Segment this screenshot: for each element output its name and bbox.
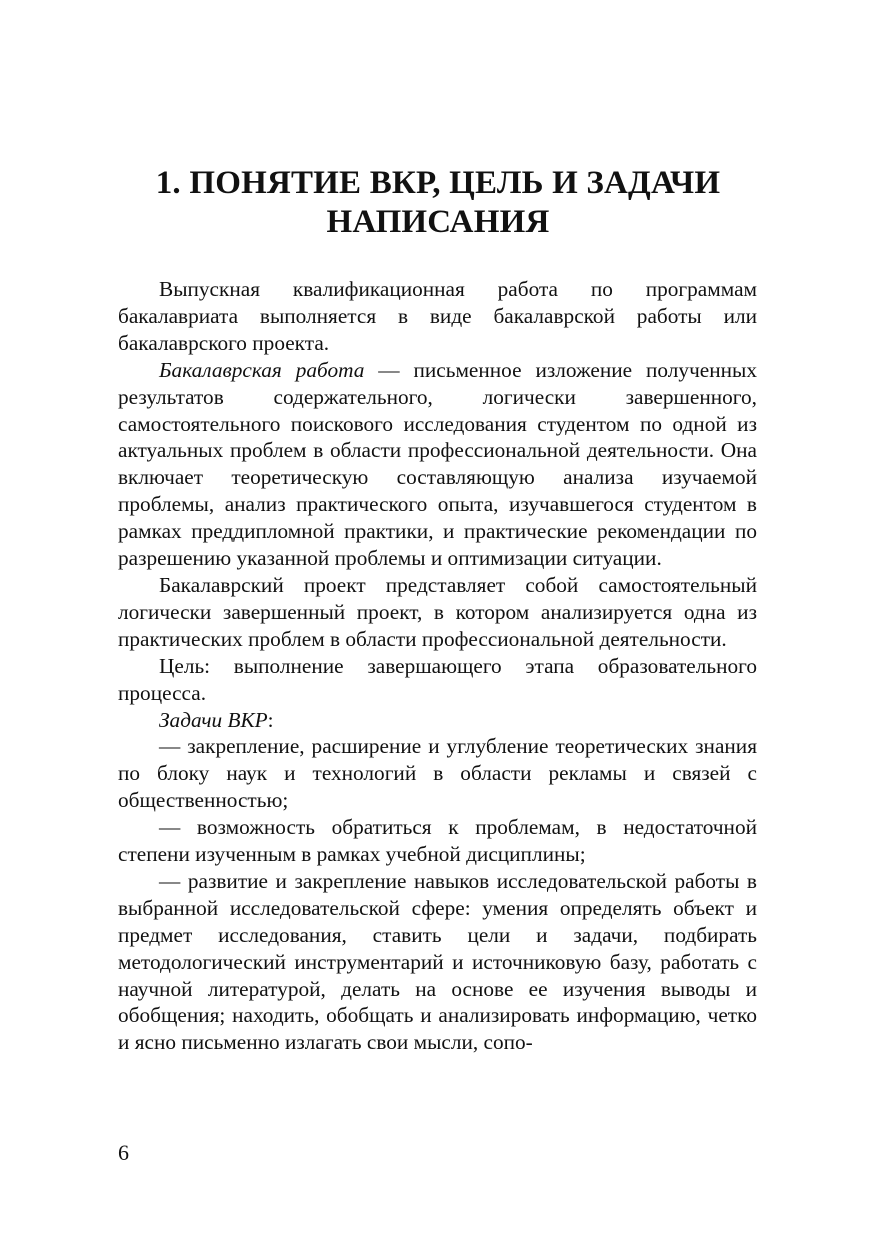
task-item-1: — закрепление, расширение и углубление теоретических знания по блоку наук и технологий в области рекламы и связей с общественностью; (118, 734, 757, 813)
term-bachelor-work: Бакалаврская работа (159, 357, 365, 382)
tasks-colon: : (267, 707, 274, 732)
paragraph-intro: Выпускная квалификационная работа по программам бакалавриата выполняется в виде бакалаврской работы или бакалаврского проекта. (118, 277, 757, 355)
chapter-heading-line-2: НАПИСАНИЯ (326, 204, 550, 240)
paragraph-bachelor-work-text: — письменное изложение полученных результатов содержательного, логически завершенного, самостоятельного поискового исследования студентом по одной из актуальных проблем в области профессиональной деятельности. Она включает теоретическую составляющую анализа изучаемой проблемы, анализ практического опыта, изучавшегося студентом в рамках преддипломной практики, и практические рекомендации по разрешению указанной проблемы и оптимизации ситуации. (118, 357, 757, 571)
paragraph-bachelor-project: Бакалаврский проект представляет собой самостоятельный логически завершенный проект, в котором анализируется одна из практических проблем в области профессиональной деятельности. (118, 572, 757, 651)
page-number: 6 (118, 1140, 129, 1165)
paragraph-tasks-label (118, 707, 757, 734)
paragraph-bachelor-work (118, 357, 757, 572)
task-item-3: — развитие и закрепление навыков исследовательской работы в выбранной исследовательской сфере: умения определять объект и предмет исследования, ставить цели и задачи, подбирать методологический инструментарий и источниковую базу, работать с научной литературой, делать на основе ее изучения выводы и обобщения; находить, обобщать и анализировать информацию, четко и ясно письменно излагать свои мысли, сопо- (118, 868, 757, 1055)
term-tasks: Задачи ВКР (159, 707, 268, 732)
body-text (118, 276, 757, 1056)
task-item-2: — возможность обратиться к проблемам, в недостаточной степени изученным в рамках учебной дисциплины; (118, 815, 757, 867)
chapter-heading-line-1: 1. ПОНЯТИЕ ВКР, ЦЕЛЬ И ЗАДАЧИ (155, 165, 721, 201)
paragraph-goal: Цель: выполнение завершающего этапа образовательного процесса. (118, 653, 757, 705)
chapter-heading (118, 164, 758, 242)
